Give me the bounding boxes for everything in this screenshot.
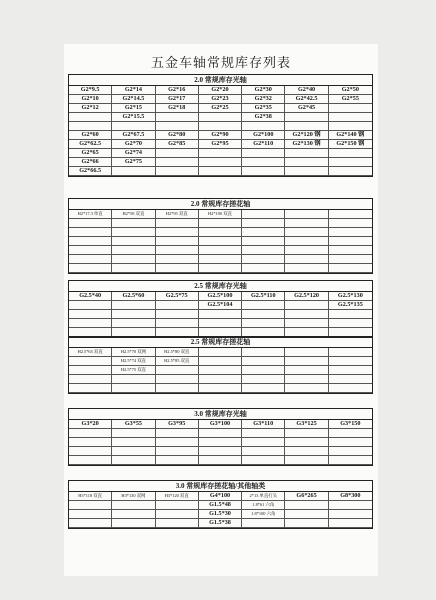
table-cell: G2*85 (156, 140, 199, 149)
table-cell (69, 113, 112, 122)
table-cell: G2*17 (156, 95, 199, 104)
table-cell (69, 319, 112, 328)
table-cell: G1.5*48 (199, 501, 242, 510)
table-cell (69, 228, 112, 237)
table-cell (156, 366, 199, 375)
table-cell (199, 158, 242, 167)
section-caption: 2.0 常规库存搓花轴 (69, 199, 372, 210)
section-caption: 3.0 常规库存光轴 (69, 409, 372, 420)
table-cell (199, 447, 242, 456)
table-cell: G2*150 钢 (329, 140, 372, 149)
table-cell (329, 104, 372, 113)
table-cell (285, 366, 328, 375)
table-cell: H2.5*74 双直 (112, 357, 155, 366)
table-cell (156, 319, 199, 328)
table-cell (285, 319, 328, 328)
table-cell (285, 447, 328, 456)
table-cell (199, 456, 242, 465)
table-cell: G2*45 (285, 104, 328, 113)
table-cell (69, 447, 112, 456)
table-cell (199, 375, 242, 384)
table-cell (156, 149, 199, 158)
table-cell: H2.5*65 双直 (69, 348, 112, 357)
table-cell: G2*66 (69, 158, 112, 167)
table-cell (156, 167, 199, 176)
table-cell: G3*95 (156, 420, 199, 429)
table-cell (112, 167, 155, 176)
table-cell (329, 149, 372, 158)
section-caption: 2.5 常规库存光轴 (69, 281, 372, 292)
table-cell: G2*15 (112, 104, 155, 113)
table-cell (285, 301, 328, 310)
section-table (69, 210, 372, 273)
table-cell: G2*25 (199, 104, 242, 113)
table-cell: H2.5*80 双直 (156, 348, 199, 357)
table-cell (69, 357, 112, 366)
table-cell (69, 246, 112, 255)
table-cell (199, 149, 242, 158)
table-cell (329, 113, 372, 122)
table-cell (329, 255, 372, 264)
table-cell (199, 167, 242, 176)
table-cell (199, 228, 242, 237)
table-cell: G1.5*30 (199, 510, 242, 519)
table-cell (69, 519, 112, 528)
table-cell: G3*55 (112, 420, 155, 429)
table-cell (329, 319, 372, 328)
table-cell (329, 510, 372, 519)
table-cell (285, 246, 328, 255)
table-cell: 1.8*100 六角 (242, 510, 285, 519)
table-cell (285, 264, 328, 273)
table-cell (156, 219, 199, 228)
table-cell (329, 384, 372, 393)
page-title: 五金车轴常规库存列表 (150, 55, 291, 70)
table-cell (112, 219, 155, 228)
inventory-section (68, 198, 373, 274)
table-cell (329, 264, 372, 273)
table-cell (112, 310, 155, 319)
table-cell (329, 310, 372, 319)
table-cell: G2*130 钢 (285, 140, 328, 149)
table-cell (242, 357, 285, 366)
table-cell (199, 113, 242, 122)
table-cell: G2*62.5 (69, 140, 112, 149)
table-cell: G2*38 (242, 113, 285, 122)
table-cell (329, 429, 372, 438)
table-cell (112, 375, 155, 384)
table-cell: G3*125 (285, 420, 328, 429)
table-cell (285, 438, 328, 447)
table-cell (242, 348, 285, 357)
table-cell (329, 456, 372, 465)
table-cell (156, 456, 199, 465)
table-cell (242, 456, 285, 465)
table-cell (112, 429, 155, 438)
table-cell: G2*9.5 (69, 86, 112, 95)
table-cell: G2.5*40 (69, 292, 112, 301)
table-cell (242, 438, 285, 447)
table-cell (69, 237, 112, 246)
table-cell (156, 501, 199, 510)
table-cell: G3*100 (199, 420, 242, 429)
table-cell (329, 158, 372, 167)
table-cell (156, 237, 199, 246)
table-cell (199, 237, 242, 246)
table-cell (156, 429, 199, 438)
table-cell: G2*20 (199, 86, 242, 95)
table-cell: H2.5*70 双网 (112, 348, 155, 357)
table-cell (199, 219, 242, 228)
table-cell: G3*20 (69, 420, 112, 429)
table-cell (112, 510, 155, 519)
table-cell (242, 255, 285, 264)
table-cell (285, 357, 328, 366)
table-cell (242, 301, 285, 310)
table-cell (199, 310, 242, 319)
table-cell (242, 384, 285, 393)
table-cell: G2*55 (329, 95, 372, 104)
section-caption: 3.0 常规库存搓花轴/其他轴类 (69, 481, 372, 492)
table-cell: G2*95 (199, 140, 242, 149)
table-cell: G2*30 (242, 86, 285, 95)
table-cell (112, 264, 155, 273)
table-cell (285, 456, 328, 465)
table-cell (156, 158, 199, 167)
table-cell (69, 310, 112, 319)
table-cell: G2*60 (69, 131, 112, 140)
table-cell (285, 375, 328, 384)
table-cell: H2*58 双直 (112, 210, 155, 219)
document-page (64, 44, 378, 576)
table-cell (329, 210, 372, 219)
table-cell: 1.8*61 六角 (242, 501, 285, 510)
table-cell (156, 384, 199, 393)
table-cell (69, 456, 112, 465)
table-cell: H3*130 双网 (112, 492, 155, 501)
table-cell (242, 310, 285, 319)
table-cell (156, 228, 199, 237)
table-cell: 2*13 单直打头 (242, 492, 285, 501)
table-cell (199, 438, 242, 447)
table-cell (329, 228, 372, 237)
section-caption: 2.5 常规库存搓花轴 (69, 337, 372, 348)
inventory-section (68, 336, 373, 394)
table-cell: H2.5*75 双直 (112, 366, 155, 375)
table-cell (329, 375, 372, 384)
table-cell: H3*120 双直 (156, 492, 199, 501)
table-cell (242, 375, 285, 384)
table-cell: G2*18 (156, 104, 199, 113)
table-cell (329, 519, 372, 528)
table-cell: G2*35 (242, 104, 285, 113)
table-cell (285, 255, 328, 264)
table-cell: G2.5*120 (285, 292, 328, 301)
table-cell (112, 301, 155, 310)
table-cell (112, 228, 155, 237)
table-cell (156, 301, 199, 310)
table-cell: G2*90 (199, 131, 242, 140)
table-cell (199, 255, 242, 264)
table-cell: G2*42.5 (285, 95, 328, 104)
table-cell (285, 429, 328, 438)
table-cell (329, 348, 372, 357)
table-cell (69, 366, 112, 375)
table-cell: G2*140 钢 (329, 131, 372, 140)
table-cell (199, 366, 242, 375)
table-cell (112, 447, 155, 456)
table-cell (156, 510, 199, 519)
table-cell (69, 510, 112, 519)
table-cell (112, 319, 155, 328)
section-table (69, 86, 372, 176)
table-cell (242, 219, 285, 228)
table-cell (156, 255, 199, 264)
table-cell: G4*100 (199, 492, 242, 501)
table-cell (285, 167, 328, 176)
table-cell: G2*40 (285, 86, 328, 95)
table-cell: G2*32 (242, 95, 285, 104)
table-cell (329, 246, 372, 255)
table-cell (242, 366, 285, 375)
table-cell: H2.5*85 双直 (156, 357, 199, 366)
table-cell: G3*110 (242, 420, 285, 429)
table-cell (69, 219, 112, 228)
section-table (69, 492, 372, 528)
table-cell (112, 501, 155, 510)
table-cell (156, 438, 199, 447)
table-cell (242, 149, 285, 158)
table-cell: H3*118 双直 (69, 492, 112, 501)
table-cell (156, 264, 199, 273)
table-cell (69, 438, 112, 447)
table-cell: G2*23 (199, 95, 242, 104)
table-cell (285, 501, 328, 510)
table-cell: G2*14.5 (112, 95, 155, 104)
table-cell (156, 519, 199, 528)
table-cell: G2.5*60 (112, 292, 155, 301)
table-cell (329, 357, 372, 366)
table-cell: G2*100 (242, 131, 285, 140)
table-cell (199, 246, 242, 255)
table-cell (112, 519, 155, 528)
table-cell: G2*80 (156, 131, 199, 140)
table-cell (69, 501, 112, 510)
table-cell (69, 255, 112, 264)
table-cell (199, 348, 242, 357)
table-cell (156, 113, 199, 122)
table-cell (285, 310, 328, 319)
table-cell (329, 501, 372, 510)
section-table (69, 420, 372, 465)
table-cell: G2.5*104 (199, 301, 242, 310)
table-cell: G2.5*135 (329, 301, 372, 310)
table-cell (285, 348, 328, 357)
table-cell (285, 219, 328, 228)
table-cell (329, 219, 372, 228)
table-cell (242, 158, 285, 167)
table-cell (112, 122, 155, 131)
table-cell: G2.5*130 (329, 292, 372, 301)
table-cell (329, 438, 372, 447)
table-cell (242, 228, 285, 237)
table-cell: G1.5*38 (199, 519, 242, 528)
table-cell (156, 246, 199, 255)
table-cell: G2*14 (112, 86, 155, 95)
table-cell: G2*67.5 (112, 131, 155, 140)
table-cell: G2*70 (112, 140, 155, 149)
table-cell: G2*16 (156, 86, 199, 95)
table-cell (69, 429, 112, 438)
table-cell (199, 357, 242, 366)
table-cell: G6*265 (285, 492, 328, 501)
table-cell: G2*65 (69, 149, 112, 158)
table-cell (329, 447, 372, 456)
table-cell: G2*50 (329, 86, 372, 95)
table-cell (69, 301, 112, 310)
table-cell (329, 122, 372, 131)
table-cell (285, 384, 328, 393)
table-cell (285, 237, 328, 246)
table-cell (69, 384, 112, 393)
inventory-section (68, 74, 373, 177)
table-cell (199, 319, 242, 328)
table-cell (112, 438, 155, 447)
inventory-section (68, 480, 373, 529)
table-cell (112, 456, 155, 465)
table-cell: G2*66.5 (69, 167, 112, 176)
section-table (69, 348, 372, 393)
table-cell: G2*12 (69, 104, 112, 113)
table-cell (69, 264, 112, 273)
inventory-section (68, 408, 373, 466)
inventory-section (68, 280, 373, 338)
table-cell (285, 149, 328, 158)
table-cell (156, 122, 199, 131)
table-cell: G2*74 (112, 149, 155, 158)
table-cell: G2*120 钢 (285, 131, 328, 140)
table-cell (285, 113, 328, 122)
table-cell (242, 122, 285, 131)
table-cell: G2*10 (69, 95, 112, 104)
table-cell (112, 255, 155, 264)
table-cell: G2*15.5 (112, 113, 155, 122)
table-cell (242, 210, 285, 219)
table-cell (156, 310, 199, 319)
table-cell: G2.5*100 (199, 292, 242, 301)
table-cell (199, 264, 242, 273)
table-cell: H2*95 双直 (156, 210, 199, 219)
table-cell (112, 246, 155, 255)
table-cell (199, 384, 242, 393)
table-cell (156, 447, 199, 456)
table-cell: G2*110 (242, 140, 285, 149)
table-cell (242, 167, 285, 176)
table-cell (199, 122, 242, 131)
table-cell (242, 319, 285, 328)
section-table (69, 292, 372, 337)
table-cell (329, 237, 372, 246)
table-cell (242, 519, 285, 528)
table-cell (242, 447, 285, 456)
table-cell: G8*300 (329, 492, 372, 501)
table-cell (242, 237, 285, 246)
table-cell: G3*150 (329, 420, 372, 429)
table-cell (112, 384, 155, 393)
table-cell (329, 167, 372, 176)
table-cell: H2*17.3 单直 (69, 210, 112, 219)
table-cell (242, 264, 285, 273)
table-cell (69, 375, 112, 384)
table-cell (285, 510, 328, 519)
table-cell: G2.5*75 (156, 292, 199, 301)
table-cell (285, 210, 328, 219)
table-cell (285, 122, 328, 131)
section-caption: 2.0 常规库存光轴 (69, 75, 372, 86)
table-cell (156, 375, 199, 384)
table-cell (285, 519, 328, 528)
table-cell: G2*75 (112, 158, 155, 167)
table-cell (69, 122, 112, 131)
table-cell (242, 429, 285, 438)
table-cell (112, 237, 155, 246)
table-cell (242, 246, 285, 255)
table-cell (285, 158, 328, 167)
table-cell: G2.5*110 (242, 292, 285, 301)
table-cell (199, 429, 242, 438)
table-cell (285, 228, 328, 237)
table-cell: H2*100 双直 (199, 210, 242, 219)
table-cell (329, 366, 372, 375)
